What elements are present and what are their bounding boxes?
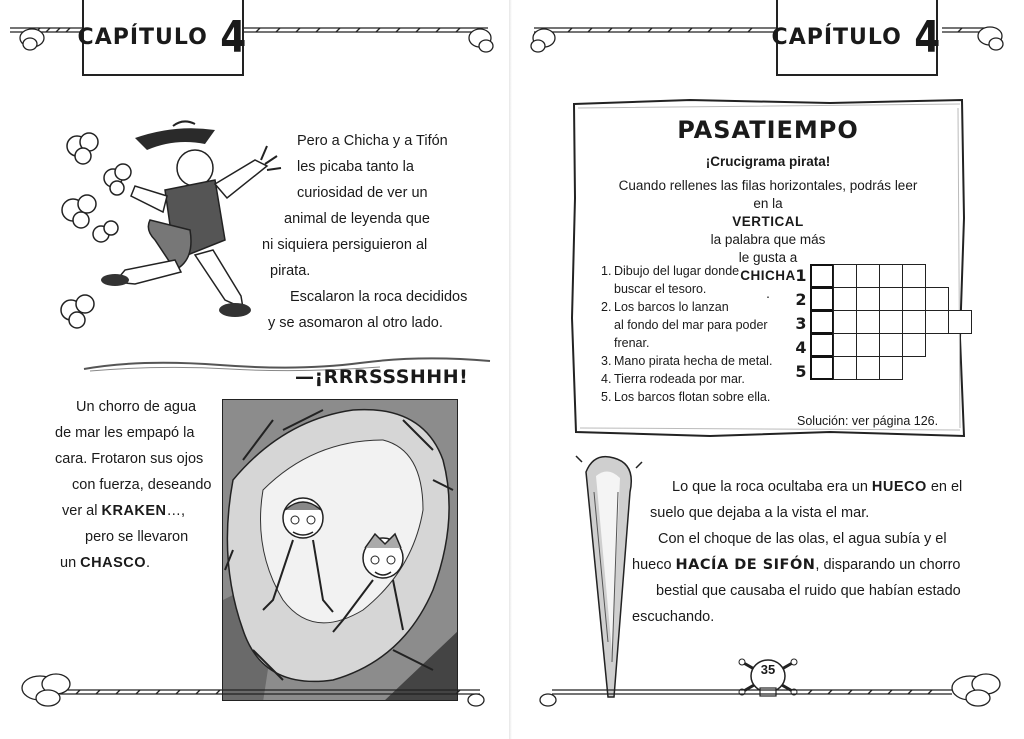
body-line: escuchando. xyxy=(632,609,715,625)
body-text: en el xyxy=(926,479,963,495)
clue-4 xyxy=(601,370,772,388)
crossword-clues xyxy=(601,262,772,406)
clue-text: Los barcos lo lanzan xyxy=(614,300,729,314)
story-line: con fuerza, deseando xyxy=(72,477,212,493)
intro-line: les picaba tanto la xyxy=(297,159,414,175)
chasco-word: CHASCO xyxy=(80,555,147,571)
puzzle-intro-line: Cuando rellenes las filas horizontales, podrás leer xyxy=(618,178,918,193)
bottom-rope-right xyxy=(512,660,1024,730)
story-text: un xyxy=(60,555,81,571)
grid-row-number: 1 xyxy=(795,266,807,285)
hueco-word: HUECO xyxy=(871,479,927,495)
intro-line: ni siquiera persiguieron al xyxy=(262,237,428,253)
clue-number: 4. xyxy=(601,372,612,386)
body-line: bestial que causaba el ruido que habían estado xyxy=(656,583,961,599)
story-line: Un chorro de agua xyxy=(76,399,197,415)
story-line: de mar les empapó la xyxy=(55,425,195,441)
clue-number: 5. xyxy=(601,390,612,404)
body-text: , disparando un chorro xyxy=(815,557,961,573)
clue-2 xyxy=(601,298,772,352)
clue-text: Mano pirata hecha de metal. xyxy=(614,354,773,368)
sound-effect: —¡RRRSSSHHH! xyxy=(295,366,469,388)
intro-line: curiosidad de ver un xyxy=(297,185,428,201)
body-line xyxy=(672,474,962,500)
kraken-word: KRAKEN xyxy=(101,503,167,519)
story-text: . xyxy=(146,555,151,571)
pirate-illustration xyxy=(55,120,295,340)
clue-text: Dibujo del lugar donde xyxy=(614,264,740,278)
clue-text: al fondo del mar para poder xyxy=(614,318,768,332)
story-text: …, xyxy=(166,503,186,519)
intro-text: la palabra que más xyxy=(710,232,826,247)
story-line xyxy=(60,550,150,576)
grid-row-number: 3 xyxy=(795,314,807,333)
chapter-word: CAPÍTULO xyxy=(771,24,902,50)
clue-text: frenar. xyxy=(614,336,650,350)
clue-number: 2. xyxy=(601,300,612,314)
clue-text: buscar el tesoro. xyxy=(614,282,707,296)
clue-number: 1. xyxy=(601,264,612,278)
chapter-number: 4 xyxy=(220,11,247,63)
body-line: Con el choque de las olas, el agua subía y el xyxy=(658,531,947,547)
intro-line: animal de leyenda que xyxy=(284,211,430,227)
intro-text: le gusta a xyxy=(738,250,798,265)
vertical-word: VERTICAL xyxy=(732,214,804,229)
intro-text: en la xyxy=(753,196,783,211)
page-number: 35 xyxy=(760,662,776,677)
top-rope-right xyxy=(512,0,1024,80)
intro-text: . xyxy=(766,286,770,301)
clue-text: Tierra rodeada por mar. xyxy=(614,372,745,386)
chapter-tab xyxy=(771,0,941,76)
story-line xyxy=(62,498,185,524)
body-line: suelo que dejaba a la vista el mar. xyxy=(650,505,870,521)
clue-number: 3. xyxy=(601,354,612,368)
body-text: hueco xyxy=(632,557,676,573)
story-text: ver al xyxy=(62,503,102,519)
clue-1 xyxy=(601,262,772,298)
grid-row-number: 2 xyxy=(795,290,807,309)
puzzle-subtitle: ¡Crucigrama pirata! xyxy=(705,154,831,169)
intro-line: Pero a Chicha y a Tifón xyxy=(297,133,448,149)
puzzle-intro-line xyxy=(570,195,966,249)
puzzle-title: PASATIEMPO xyxy=(677,116,859,144)
grid-row-number: 5 xyxy=(795,362,807,381)
story-line: pero se llevaron xyxy=(85,529,189,545)
clue-5 xyxy=(601,388,772,406)
body-line xyxy=(632,552,961,578)
splash-illustration xyxy=(222,399,458,701)
clue-3 xyxy=(601,352,772,370)
chapter-tab xyxy=(77,0,247,76)
grid-row-number: 4 xyxy=(795,338,807,357)
intro-line: y se asomaron al otro lado. xyxy=(268,315,443,331)
clue-text: Los barcos flotan sobre ella. xyxy=(614,390,771,404)
body-text: Lo que la roca ocultaba era un xyxy=(672,479,872,495)
intro-line: Escalaron la roca decididos xyxy=(290,289,468,305)
chicha-word: CHICHA xyxy=(740,268,796,283)
chapter-number: 4 xyxy=(914,11,941,63)
bottom-rope-left xyxy=(0,660,512,730)
story-line: cara. Frotaron sus ojos xyxy=(55,451,204,467)
intro-line: pirata. xyxy=(270,263,311,279)
right-page xyxy=(512,0,1024,739)
chapter-word: CAPÍTULO xyxy=(77,24,208,50)
solution-note: Solución: ver página 126. xyxy=(797,414,939,428)
hacia-de-sifon-word: HACÍA DE SIFÓN xyxy=(675,557,816,573)
